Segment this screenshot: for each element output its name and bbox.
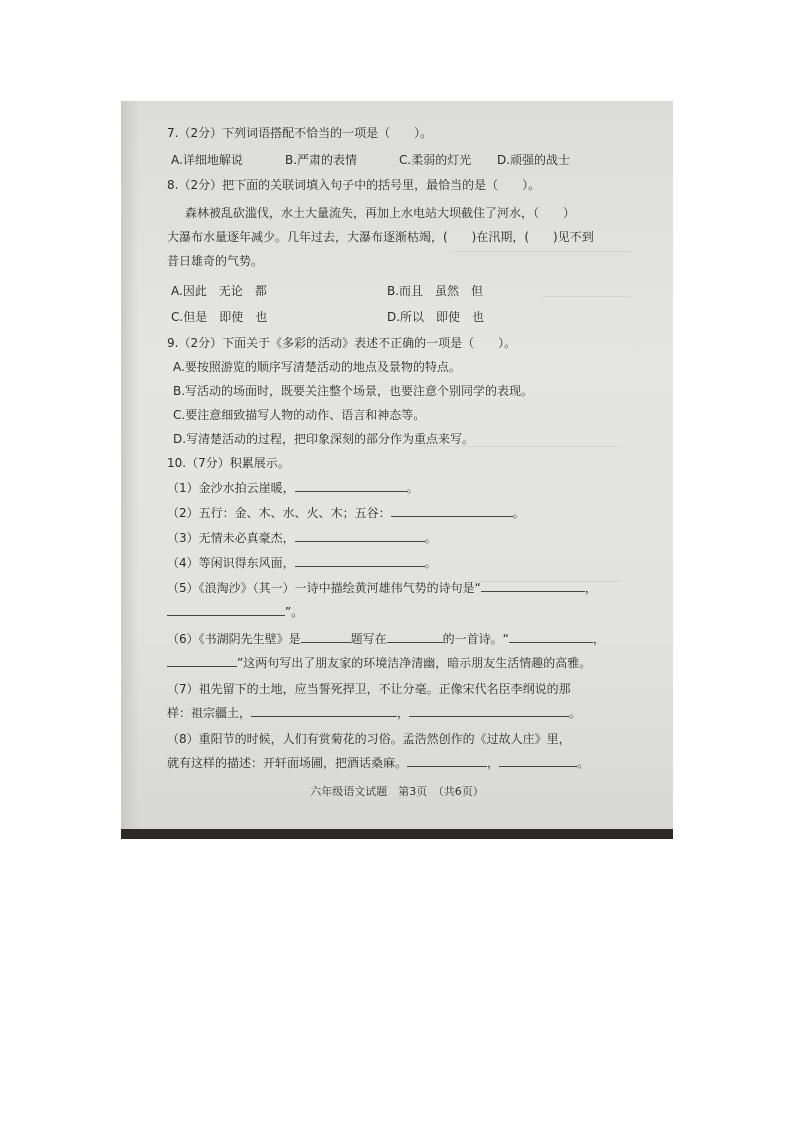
q10-stem: 10.（7分）积累展示。 — [167, 456, 290, 470]
punctuation: ， — [487, 756, 500, 770]
answer-blank — [499, 753, 577, 767]
q7-option-b: B.严肃的表情 — [285, 153, 358, 167]
punctuation: 。 — [569, 706, 582, 720]
q10-item-8-line-2 — [167, 753, 589, 773]
bleed-through-mark — [541, 296, 631, 307]
q8-option-d: D.所以 即使 也 — [387, 310, 485, 324]
q10-item-6-line-2 — [167, 653, 591, 673]
q10-item-1-prompt: （1）金沙水拍云崖暖， — [167, 481, 295, 495]
answer-blank — [295, 553, 425, 567]
punctuation: ， — [592, 632, 605, 646]
q10-item-5-prompt: （5）《浪淘沙》（其一）一诗中描绘黄河雄伟气势的诗句是“ — [167, 581, 481, 595]
q10-item-4 — [167, 553, 437, 573]
punctuation: 。 — [512, 506, 525, 520]
q8-option-a: A.因此 无论 都 — [171, 284, 267, 298]
q10-item-6-line-1 — [167, 629, 605, 649]
answer-blank — [167, 653, 237, 667]
q7-stem: 7.（2分）下列词语搭配不恰当的一项是（ ）。 — [167, 126, 433, 140]
q9-option-a: A.要按照游览的顺序写清楚活动的地点及景物的特点。 — [173, 360, 461, 374]
answer-blank — [387, 629, 443, 643]
q7-option-a: A.详细地解说 — [171, 153, 243, 167]
q10-item-6-text: ”这两句写出了朋友家的环境洁净清幽，暗示朋友生活情趣的高雅。 — [237, 656, 592, 670]
q10-item-2-prompt: （2）五行：金、木、水、火、木；五谷： — [167, 506, 391, 520]
punctuation: 。 — [577, 756, 590, 770]
q9-stem: 9.（2分）下面关于《多彩的活动》表述不正确的一项是（ ）。 — [167, 336, 517, 350]
q10-item-3-prompt: （3）无情未必真豪杰， — [167, 531, 295, 545]
answer-blank — [251, 703, 397, 717]
answer-blank — [481, 578, 585, 592]
q10-item-7-prompt: 样：祖宗疆土， — [167, 706, 252, 720]
punctuation: 。 — [424, 556, 437, 570]
q9-option-b: B.写活动的场面时，既要关注整个场景，也要注意个别同学的表现。 — [173, 384, 534, 398]
q9-option-d: D.写清楚活动的过程，把印象深刻的部分作为重点来写。 — [173, 432, 475, 446]
q10-item-5-line-2 — [167, 602, 303, 622]
q8-option-c: C.但是 即使 也 — [171, 310, 268, 324]
q9-option-c: C.要注意细致描写人物的动作、语言和神态等。 — [173, 408, 426, 422]
q10-item-8-line-1: （8）重阳节的时候，人们有赏菊花的习俗。孟浩然创作的《过故人庄》里， — [167, 732, 571, 746]
page-footer: 六年级语文试题 第3页 （共6页） — [310, 785, 484, 798]
photo-dark-edge — [121, 829, 673, 839]
q8-stem: 8.（2分）把下面的关联词填入句子中的括号里，最恰当的是（ ）。 — [167, 178, 541, 192]
q7-option-d: D.顽强的战士 — [497, 153, 571, 167]
q8-passage-line-3: 昔日雄奇的气势。 — [167, 254, 264, 268]
q10-item-6-text: 的一首诗。“ — [442, 632, 509, 646]
q8-passage-line-1: 森林被乱砍滥伐，水土大量流失，再加上水电站大坝截住了河水，（ ） — [185, 206, 576, 220]
answer-blank — [391, 503, 513, 517]
answer-blank — [407, 753, 487, 767]
q10-item-8-prompt: 就有这样的描述：开轩面场圃，把酒话桑麻。 — [167, 756, 408, 770]
q10-item-5-line-1 — [167, 578, 597, 598]
bleed-through-mark — [451, 251, 631, 262]
q8-option-b: B.而且 虽然 但 — [387, 284, 484, 298]
punctuation: 。 — [424, 531, 437, 545]
q10-item-6-prompt: （6）《书湖阴先生壁》是 — [167, 632, 301, 646]
punctuation: ， — [584, 581, 597, 595]
q10-item-6-text: 题写在 — [350, 632, 387, 646]
punctuation: ”。 — [285, 605, 304, 619]
answer-blank — [167, 602, 285, 616]
answer-blank — [409, 703, 569, 717]
q10-item-1 — [167, 478, 419, 498]
exam-page-photo — [121, 101, 673, 839]
q7-option-c: C.柔弱的灯光 — [399, 153, 472, 167]
answer-blank — [509, 629, 593, 643]
q10-item-7-line-2 — [167, 703, 581, 723]
q10-item-2 — [167, 503, 525, 523]
punctuation: ， — [397, 706, 410, 720]
photo-shadow — [121, 101, 139, 839]
q10-item-4-prompt: （4）等闲识得东风面， — [167, 556, 295, 570]
answer-blank — [301, 629, 351, 643]
answer-blank — [295, 528, 425, 542]
answer-blank — [295, 478, 407, 492]
punctuation: 。 — [406, 481, 419, 495]
q10-item-7-line-1: （7）祖先留下的土地，应当誓死捍卫，不让分毫。正像宋代名臣李纲说的那 — [167, 682, 571, 696]
q8-passage-line-2: 大瀑布水量逐年减少。几年过去，大瀑布逐渐枯竭，( )在汛期，( )见不到 — [167, 230, 594, 244]
q10-item-3 — [167, 528, 437, 548]
